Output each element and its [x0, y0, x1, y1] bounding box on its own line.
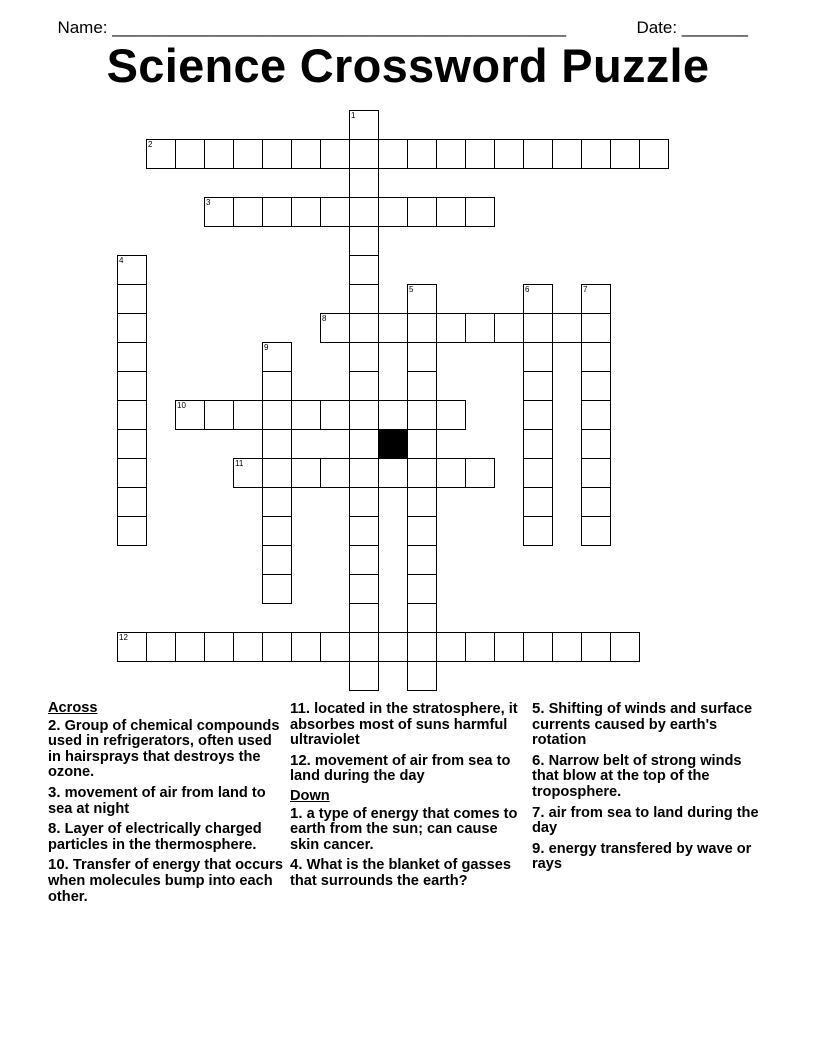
grid-cell[interactable] [262, 487, 292, 517]
cell-number: 12 [119, 633, 128, 642]
grid-cell[interactable] [320, 458, 350, 488]
cell-number: 3 [206, 198, 211, 207]
grid-cell[interactable] [117, 429, 147, 459]
grid-cell[interactable] [262, 632, 292, 662]
clue-number: 11. [290, 700, 311, 717]
grid-cell[interactable] [378, 400, 408, 430]
grid-cell[interactable] [436, 458, 466, 488]
grid-cell[interactable] [378, 313, 408, 343]
grid-cell[interactable] [349, 313, 379, 343]
cell-number: 4 [119, 256, 124, 265]
grid-cell[interactable] [233, 632, 263, 662]
grid-cell[interactable] [407, 313, 437, 343]
grid-cell[interactable] [291, 400, 321, 430]
grid-cell[interactable] [378, 197, 408, 227]
down-clue [532, 701, 772, 749]
across-clue [48, 821, 284, 853]
grid-cell[interactable] [610, 632, 640, 662]
across-clue [290, 701, 522, 749]
grid-cell[interactable] [523, 400, 553, 430]
grid-cell[interactable] [581, 342, 611, 372]
clue-text: What is the blanket of gasses that surrounds the earth? [290, 857, 511, 889]
grid-cell[interactable] [146, 139, 176, 169]
grid-cell[interactable] [407, 458, 437, 488]
clue-number: 12. [290, 751, 311, 769]
grid-cell[interactable] [262, 545, 292, 575]
grid-cell[interactable] [320, 197, 350, 227]
date-label: Date: [636, 18, 678, 37]
grid-cell[interactable] [349, 603, 379, 633]
grid-cell[interactable] [581, 516, 611, 546]
across-clue [48, 857, 284, 905]
grid-cell[interactable] [320, 632, 350, 662]
grid-cell[interactable] [407, 342, 437, 372]
clue-number: 2. [48, 716, 61, 734]
grid-cell[interactable] [407, 632, 437, 662]
grid-cell[interactable] [581, 429, 611, 459]
clue-text: a type of energy that comes to earth from the sun; can cause skin cancer. [290, 805, 518, 853]
name-label: Name: [57, 18, 108, 37]
grid-cell[interactable] [465, 139, 495, 169]
clue-text: Transfer of energy that occurs when molecules bump into each other. [48, 857, 283, 905]
clue-text: movement of air from land to sea at night [48, 784, 266, 817]
grid-cell[interactable] [465, 632, 495, 662]
down-clue [532, 753, 772, 801]
grid-cell[interactable] [291, 197, 321, 227]
grid-cell[interactable] [552, 139, 582, 169]
clue-text: located in the stratosphere, it absorbes most of suns harmful ultraviolet [290, 701, 518, 749]
grid-cell[interactable] [552, 313, 582, 343]
grid-cell[interactable] [523, 284, 553, 314]
grid-cell[interactable] [349, 371, 379, 401]
grid-cell[interactable] [523, 632, 553, 662]
clue-number: 8. [48, 820, 61, 838]
grid-cell[interactable] [407, 284, 437, 314]
grid-cell[interactable] [436, 632, 466, 662]
date-line: _______ [681, 18, 749, 37]
clue-number: 1. [290, 804, 303, 822]
grid-cell[interactable] [436, 313, 466, 343]
down-clue [532, 841, 772, 873]
grid-cell[interactable] [233, 139, 263, 169]
grid-cell[interactable] [117, 255, 147, 285]
grid-cell[interactable] [117, 313, 147, 343]
grid-cell[interactable] [523, 458, 553, 488]
grid-cell[interactable] [465, 458, 495, 488]
grid-cell[interactable] [407, 429, 437, 459]
grid-cell[interactable] [349, 110, 379, 140]
grid-cell[interactable] [349, 226, 379, 256]
grid-cell[interactable] [262, 458, 292, 488]
cell-number: 9 [264, 343, 269, 352]
grid-cell[interactable] [407, 371, 437, 401]
grid-cell[interactable] [117, 400, 147, 430]
grid-cell[interactable] [494, 313, 524, 343]
grid-cell[interactable] [407, 574, 437, 604]
grid-cell[interactable] [117, 487, 147, 517]
grid-cell[interactable] [465, 313, 495, 343]
clue-number: 10. [48, 856, 69, 874]
cell-number: 6 [525, 285, 530, 294]
grid-cell[interactable] [320, 400, 350, 430]
clue-text: Group of chemical compounds used in refrigerators, often used in hairsprays that destroys the ozone. [48, 717, 280, 781]
grid-cell[interactable] [349, 574, 379, 604]
grid-cell[interactable] [494, 632, 524, 662]
cell-number: 1 [351, 111, 356, 120]
grid-cell[interactable] [262, 400, 292, 430]
grid-cell[interactable] [523, 342, 553, 372]
down-heading: Down [290, 787, 330, 804]
grid-cell[interactable] [349, 400, 379, 430]
grid-cell[interactable] [639, 139, 669, 169]
grid-cell[interactable] [407, 603, 437, 633]
grid-cell[interactable] [610, 139, 640, 169]
grid-cell[interactable] [349, 255, 379, 285]
grid-cell[interactable] [407, 661, 437, 691]
grid-cell[interactable] [581, 400, 611, 430]
grid-cell[interactable] [349, 516, 379, 546]
grid-cell[interactable] [291, 458, 321, 488]
grid-cell[interactable] [349, 284, 379, 314]
grid-cell[interactable] [523, 429, 553, 459]
grid-cell[interactable] [175, 400, 205, 430]
down-clue [290, 857, 522, 889]
clue-text: energy transfered by wave or rays [532, 840, 752, 873]
grid-cell[interactable] [262, 342, 292, 372]
grid-cell[interactable] [262, 516, 292, 546]
grid-cell[interactable] [349, 487, 379, 517]
clue-text: air from sea to land during the day [532, 804, 759, 837]
clue-text: movement of air from sea to land during the day [290, 752, 511, 785]
grid-cell[interactable] [175, 139, 205, 169]
grid-cell[interactable] [407, 139, 437, 169]
grid-cell[interactable] [494, 139, 524, 169]
grid-cell[interactable] [349, 197, 379, 227]
grid-cell[interactable] [233, 400, 263, 430]
clue-number: 3. [48, 783, 61, 801]
grid-cell[interactable] [581, 371, 611, 401]
grid-cell[interactable] [320, 139, 350, 169]
cell-number: 10 [177, 401, 186, 410]
grid-cell[interactable] [407, 516, 437, 546]
grid-cell[interactable] [204, 632, 234, 662]
grid-cell[interactable] [117, 632, 147, 662]
grid-cell[interactable] [262, 371, 292, 401]
grid-cell[interactable] [291, 139, 321, 169]
grid-cell[interactable] [581, 284, 611, 314]
clues-column-3 [532, 701, 772, 877]
grid-cell[interactable] [407, 545, 437, 575]
grid-cell[interactable] [262, 139, 292, 169]
name-line: ________________________________________________ [112, 18, 567, 37]
grid-cell[interactable] [407, 487, 437, 517]
clue-text: Layer of electrically charged particles in the thermosphere. [48, 821, 262, 853]
grid-cell[interactable] [291, 632, 321, 662]
grid-cell[interactable] [349, 661, 379, 691]
grid-cell[interactable] [523, 139, 553, 169]
across-clue [290, 753, 522, 785]
clue-text: Narrow belt of strong winds that blow at the top of the troposphere. [532, 752, 742, 800]
grid-cell[interactable] [262, 574, 292, 604]
cell-number: 5 [409, 285, 414, 294]
grid-cell[interactable] [436, 139, 466, 169]
cell-number: 11 [235, 459, 244, 468]
across-clue [48, 785, 284, 817]
grid-cell[interactable] [117, 371, 147, 401]
grid-cell[interactable] [407, 400, 437, 430]
clue-number: 9. [532, 839, 545, 857]
down-clue [532, 805, 772, 837]
grid-cell[interactable] [262, 429, 292, 459]
grid-cell[interactable] [523, 313, 553, 343]
grid-cell[interactable] [523, 516, 553, 546]
clues-column-1 [48, 701, 284, 909]
grid-cell[interactable] [204, 197, 234, 227]
grid-cell[interactable] [117, 458, 147, 488]
grid-cell[interactable] [349, 429, 379, 459]
grid-cell[interactable] [436, 400, 466, 430]
grid-cell[interactable] [523, 371, 553, 401]
clue-number: 4. [290, 856, 303, 874]
grid-cell[interactable] [117, 342, 147, 372]
clues-column-2 [290, 701, 522, 894]
grid-cell[interactable] [349, 545, 379, 575]
cell-number: 7 [583, 285, 588, 294]
clue-text: Shifting of winds and surface currents caused by earth's rotation [532, 701, 753, 749]
clue-number: 5. [532, 700, 545, 717]
grid-cell[interactable] [378, 632, 408, 662]
down-clue [290, 806, 522, 854]
cell-number: 2 [148, 140, 153, 149]
clue-number: 7. [532, 803, 545, 821]
grid-cell[interactable] [175, 632, 205, 662]
grid-cell[interactable] [407, 197, 437, 227]
grid-cell[interactable] [349, 458, 379, 488]
grid-cell[interactable] [320, 313, 350, 343]
across-heading: Across [48, 700, 98, 716]
grid-cell[interactable] [581, 487, 611, 517]
grid-cell[interactable] [349, 342, 379, 372]
grid-cell[interactable] [262, 197, 292, 227]
clue-number: 6. [532, 751, 545, 769]
shaded-cell [378, 429, 408, 459]
grid-cell[interactable] [581, 139, 611, 169]
grid-cell[interactable] [436, 197, 466, 227]
grid-cell[interactable] [378, 139, 408, 169]
grid-cell[interactable] [523, 487, 553, 517]
grid-cell[interactable] [349, 168, 379, 198]
grid-cell[interactable] [581, 458, 611, 488]
grid-cell[interactable] [146, 632, 176, 662]
grid-cell[interactable] [581, 632, 611, 662]
across-clue [48, 718, 284, 781]
grid-cell[interactable] [204, 400, 234, 430]
grid-cell[interactable] [349, 632, 379, 662]
grid-cell[interactable] [378, 458, 408, 488]
grid-cell[interactable] [233, 197, 263, 227]
grid-cell[interactable] [581, 313, 611, 343]
grid-cell[interactable] [465, 197, 495, 227]
grid-cell[interactable] [233, 458, 263, 488]
grid-cell[interactable] [117, 284, 147, 314]
page-title: Science Crossword Puzzle [106, 39, 710, 92]
grid-cell[interactable] [117, 516, 147, 546]
grid-cell[interactable] [204, 139, 234, 169]
grid-cell[interactable] [349, 139, 379, 169]
cell-number: 8 [322, 314, 327, 323]
grid-cell[interactable] [552, 632, 582, 662]
